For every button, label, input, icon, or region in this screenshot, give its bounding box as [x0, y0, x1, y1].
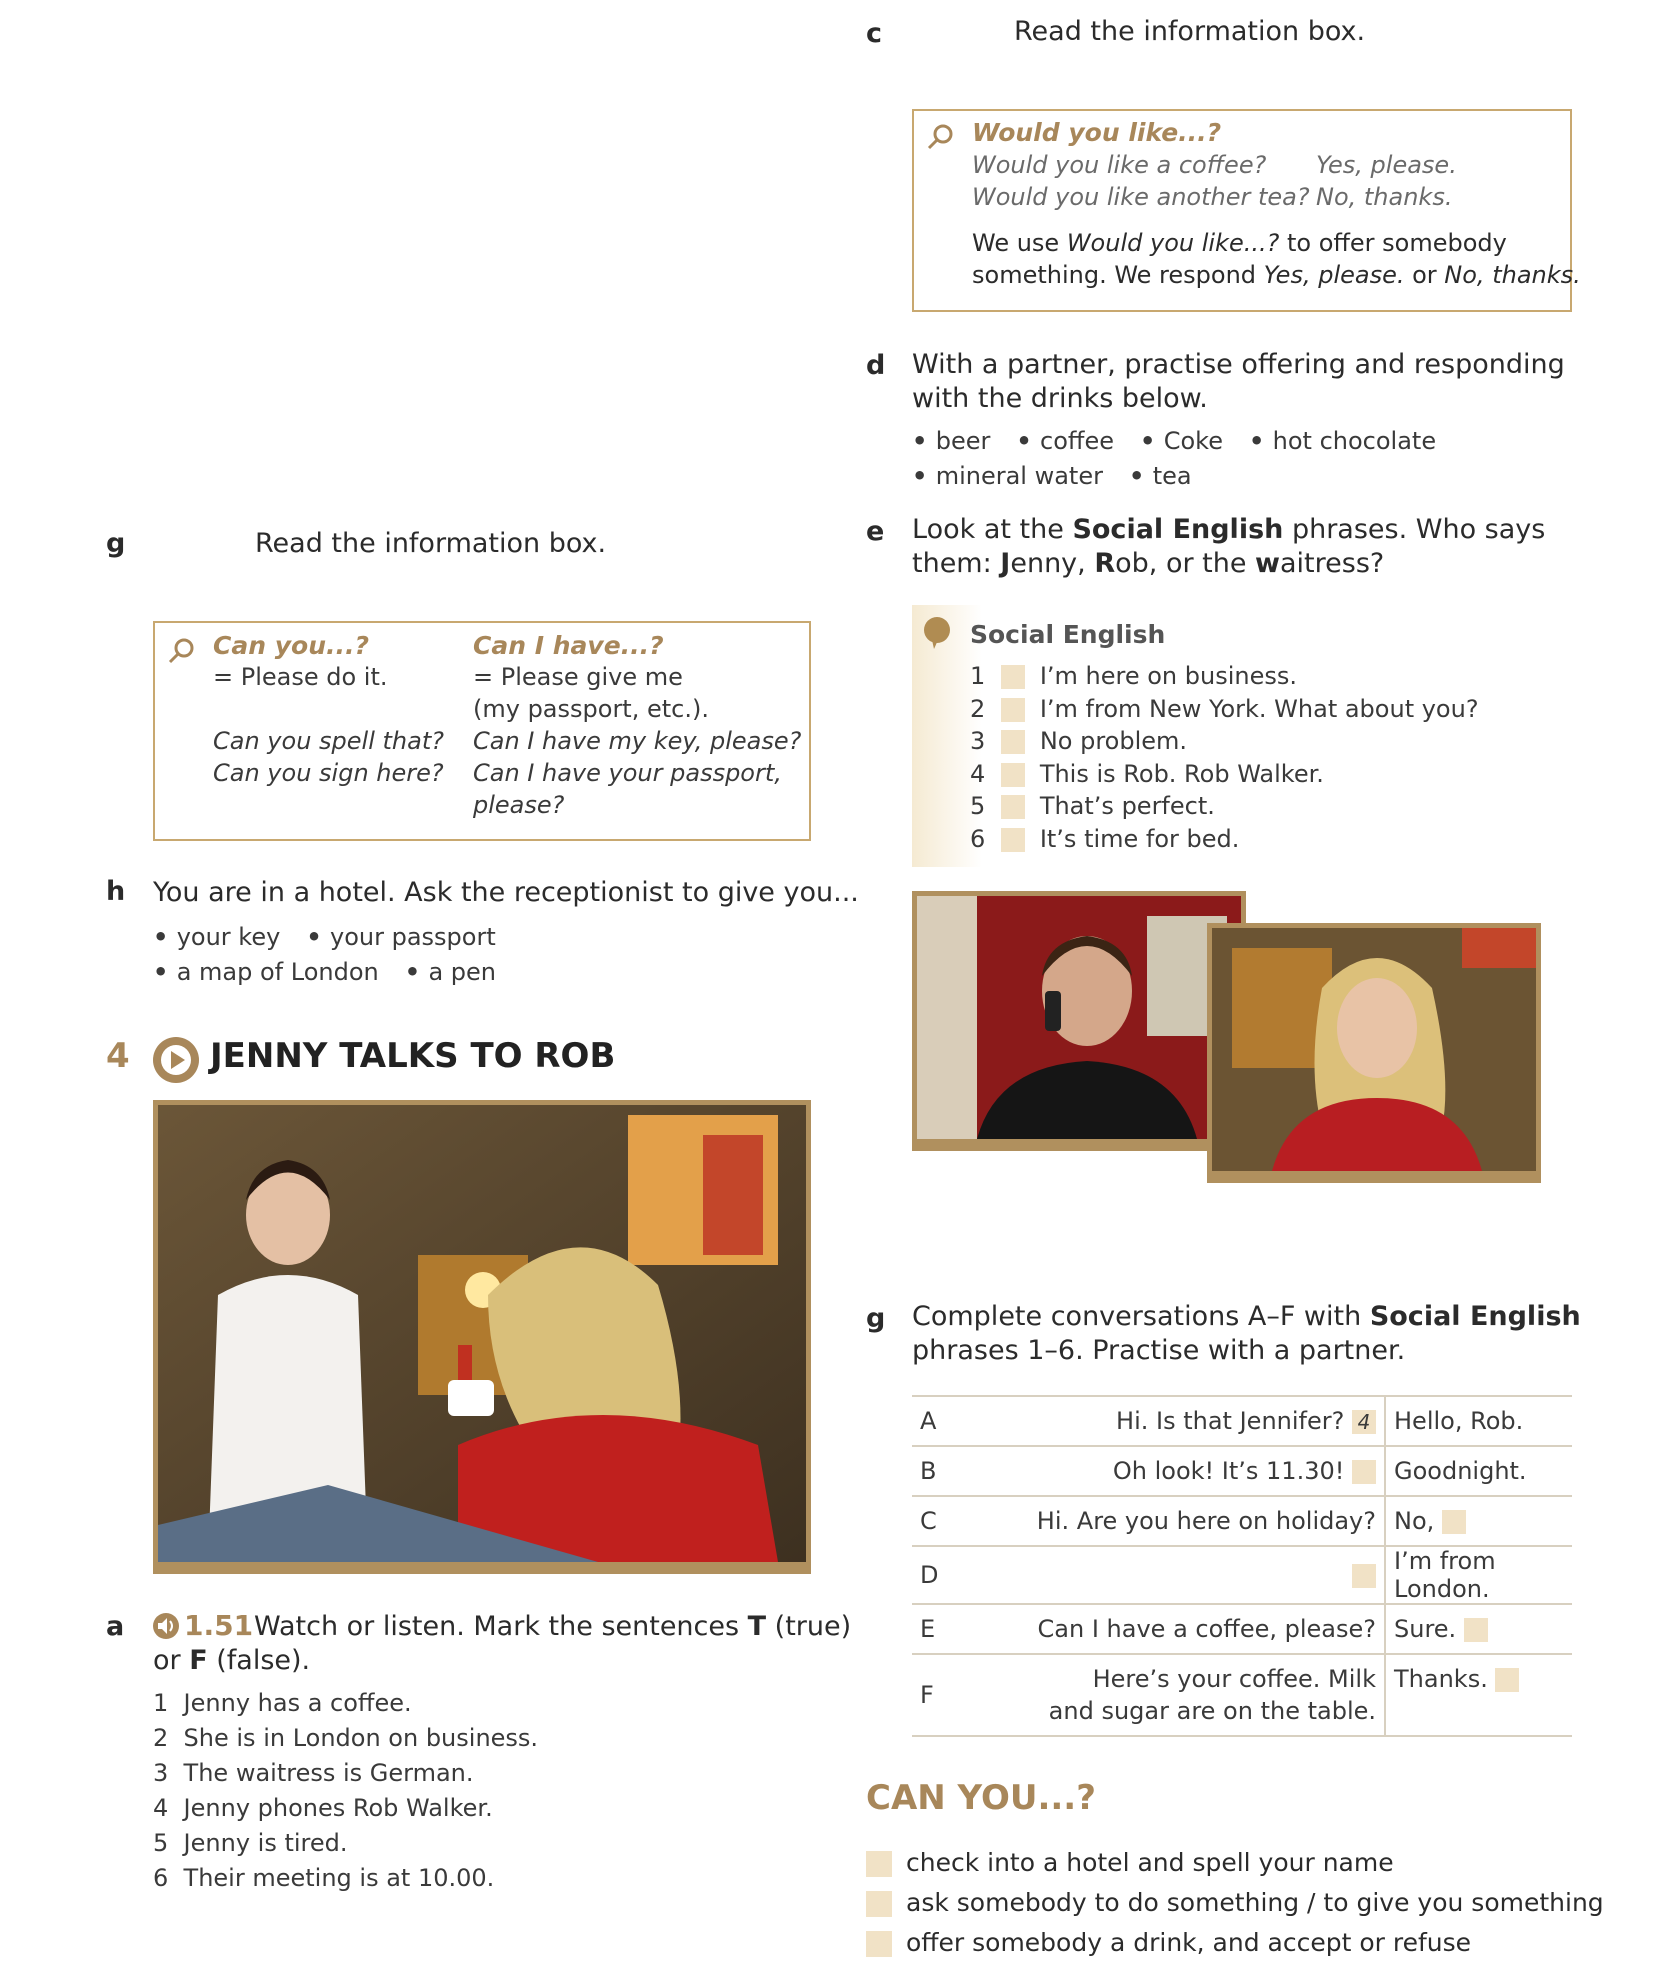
drinks-row-2 — [912, 459, 1218, 494]
conversation-line — [978, 1546, 1385, 1604]
list-item: 2 She is in London on business. — [153, 1724, 539, 1752]
can-i-have-example-1: Can I have my key, please? — [473, 727, 802, 755]
table-row — [912, 1446, 1572, 1496]
row-label: E — [912, 1604, 978, 1654]
conversation-line: Here’s your coffee. Milk and sugar are on the table. — [978, 1654, 1385, 1736]
drink-item: • coffee — [1016, 424, 1114, 459]
exercise-letter-g: g — [106, 528, 126, 559]
can-you-example-1: Can you spell that? — [213, 727, 444, 755]
checkbox[interactable] — [866, 1851, 892, 1877]
conversation-line: Oh look! It’s 11.30! — [978, 1446, 1385, 1496]
drink-item: • tea — [1129, 459, 1192, 494]
exercise-letter-e: e — [866, 516, 885, 547]
table-row — [912, 1396, 1572, 1446]
exercise-d-line-2: with the drinks below. — [912, 383, 1208, 414]
exercise-letter-a: a — [106, 1611, 125, 1642]
section-number: 4 — [106, 1036, 130, 1076]
exercise-e-line-1: Look at the Social English phrases. Who says — [912, 514, 1546, 545]
exercise-letter-c: c — [866, 18, 883, 49]
answer-box[interactable] — [1352, 1564, 1376, 1588]
exercise-letter-g2: g — [866, 1303, 886, 1334]
can-you-meaning: = Please do it. — [213, 663, 388, 691]
would-you-like-heading: Would you like...? — [972, 118, 1222, 147]
can-i-have-heading: Can I have...? — [473, 631, 664, 660]
can-you-heading: Can you...? — [213, 631, 369, 660]
answer-box[interactable] — [1001, 828, 1025, 852]
list-item: 6 Their meeting is at 10.00. — [153, 1864, 495, 1892]
list-item: 3 The waitress is German. — [153, 1759, 474, 1787]
row-label: B — [912, 1446, 978, 1496]
checkbox[interactable] — [866, 1891, 892, 1917]
can-you-info-box — [153, 621, 811, 841]
hotel-item: • a pen — [405, 955, 496, 990]
offer-response-2: No, thanks. — [1316, 183, 1453, 211]
answer-box[interactable] — [1001, 665, 1025, 689]
list-item: 6 It’s time for bed. — [970, 824, 1240, 853]
offer-response-1: Yes, please. — [1316, 151, 1457, 179]
exercise-letter-d: d — [866, 350, 886, 381]
exercise-a-instruction-2: or F (false). — [153, 1645, 311, 1676]
answer-box[interactable]: 4 — [1352, 1410, 1376, 1434]
list-item: 3 No problem. — [970, 727, 1188, 755]
can-you-checklist — [866, 1843, 1604, 1963]
drink-item: • hot chocolate — [1249, 424, 1436, 459]
photo-rob-illustration — [917, 896, 1241, 1139]
audio-icon[interactable] — [152, 1612, 180, 1640]
magnifier-icon — [926, 123, 954, 151]
conversation-reply: Thanks. — [1385, 1654, 1572, 1736]
social-english-title: Social English — [970, 620, 1166, 649]
audio-track-number: 1.51 — [184, 1609, 254, 1642]
social-english-list — [970, 660, 1479, 855]
list-item: 2 I’m from New York. What about you? — [970, 694, 1479, 723]
drink-item: • Coke — [1140, 424, 1223, 459]
exercise-h-instruction: You are in a hotel. Ask the receptionist to give you... — [153, 877, 859, 908]
answer-box[interactable] — [1495, 1668, 1519, 1692]
can-you-title: CAN YOU...? — [866, 1778, 1096, 1818]
row-label: C — [912, 1496, 978, 1546]
table-row — [912, 1654, 1572, 1736]
can-i-have-example-3: please? — [473, 791, 565, 819]
conversation-reply: Hello, Rob. — [1385, 1396, 1572, 1446]
would-you-like-info-box — [912, 109, 1581, 312]
usage-note-line-2: something. We respond Yes, please. or No, thanks. — [972, 261, 1581, 289]
conversation-reply: Sure. — [1385, 1604, 1572, 1654]
exercise-g2-line-2: phrases 1–6. Practise with a partner. — [912, 1335, 1406, 1366]
list-item: 4 This is Rob. Rob Walker. — [970, 759, 1324, 788]
conversation-line: Can I have a coffee, please? — [978, 1604, 1385, 1654]
row-label: A — [912, 1396, 978, 1446]
answer-box[interactable] — [1001, 763, 1025, 787]
answer-box[interactable] — [1001, 795, 1025, 819]
hotel-items-row-1 — [153, 920, 522, 955]
answer-box[interactable] — [1352, 1460, 1376, 1484]
speech-bubble-icon — [922, 616, 952, 650]
true-false-list — [153, 1686, 538, 1896]
row-label: D — [912, 1546, 978, 1604]
usage-note-line-1: We use Would you like...? to offer somebody — [972, 229, 1507, 257]
list-item: 5 Jenny is tired. — [153, 1829, 348, 1857]
hotel-item: • a map of London — [153, 955, 379, 990]
answer-box[interactable] — [1464, 1618, 1488, 1642]
exercise-a-instruction: Watch or listen. Mark the sentences T (true) — [254, 1611, 852, 1642]
magnifier-icon — [167, 637, 195, 665]
drink-item: • mineral water — [912, 459, 1103, 494]
photo-jenny-phone — [1207, 923, 1541, 1183]
answer-box[interactable] — [1001, 698, 1025, 722]
photo-jenny-waitress-illustration — [158, 1105, 806, 1562]
checklist-item: offer somebody a drink, and accept or refuse — [866, 1923, 1604, 1963]
list-item: 4 Jenny phones Rob Walker. — [153, 1794, 493, 1822]
table-row — [912, 1604, 1572, 1654]
exercise-g2-line-1: Complete conversations A–F with Social English — [912, 1301, 1581, 1332]
table-row — [912, 1496, 1572, 1546]
exercise-c-instruction: Read the information box. — [1014, 16, 1366, 47]
drink-item: • beer — [912, 424, 990, 459]
exercise-d-line-1: With a partner, practise offering and responding — [912, 349, 1565, 380]
conversations-table — [912, 1395, 1572, 1737]
row-label: F — [912, 1654, 978, 1736]
hotel-item: • your passport — [306, 920, 495, 955]
list-item: 1 Jenny has a coffee. — [153, 1689, 412, 1717]
photo-rob — [912, 891, 1246, 1151]
can-i-have-meaning-2: (my passport, etc.). — [473, 695, 709, 723]
photo-jenny-phone-illustration — [1212, 928, 1536, 1171]
video-play-icon[interactable] — [152, 1036, 200, 1084]
drinks-row-1 — [912, 424, 1462, 459]
section-title: JENNY TALKS TO ROB — [210, 1036, 616, 1076]
list-item: 1 I’m here on business. — [970, 662, 1297, 690]
can-you-example-2: Can you sign here? — [213, 759, 444, 787]
offer-example-2: Would you like another tea? — [972, 183, 1310, 211]
hotel-item: • your key — [153, 920, 280, 955]
can-i-have-example-2: Can I have your passport, — [473, 759, 782, 787]
conversation-line: Hi. Is that Jennifer? 4 — [978, 1396, 1385, 1446]
conversation-reply: I’m from London. — [1385, 1546, 1572, 1604]
can-i-have-meaning-1: = Please give me — [473, 663, 683, 691]
list-item: 5 That’s perfect. — [970, 792, 1215, 820]
checkbox[interactable] — [866, 1931, 892, 1957]
conversation-line: Hi. Are you here on holiday? — [978, 1496, 1385, 1546]
table-row — [912, 1546, 1572, 1604]
offer-example-1: Would you like a coffee? — [972, 151, 1267, 179]
conversation-reply: Goodnight. — [1385, 1446, 1572, 1496]
photo-jenny-waitress — [153, 1100, 811, 1574]
answer-box[interactable] — [1001, 730, 1025, 754]
exercise-g-instruction: Read the information box. — [255, 528, 607, 559]
checklist-item: ask somebody to do something / to give you something — [866, 1883, 1604, 1923]
checklist-item: check into a hotel and spell your name — [866, 1843, 1604, 1883]
conversation-reply: No, — [1385, 1496, 1572, 1546]
answer-box[interactable] — [1442, 1510, 1466, 1534]
exercise-letter-h: h — [106, 876, 126, 907]
exercise-e-line-2: them: Jenny, Rob, or the waitress? — [912, 548, 1385, 579]
hotel-items-row-2 — [153, 955, 522, 990]
